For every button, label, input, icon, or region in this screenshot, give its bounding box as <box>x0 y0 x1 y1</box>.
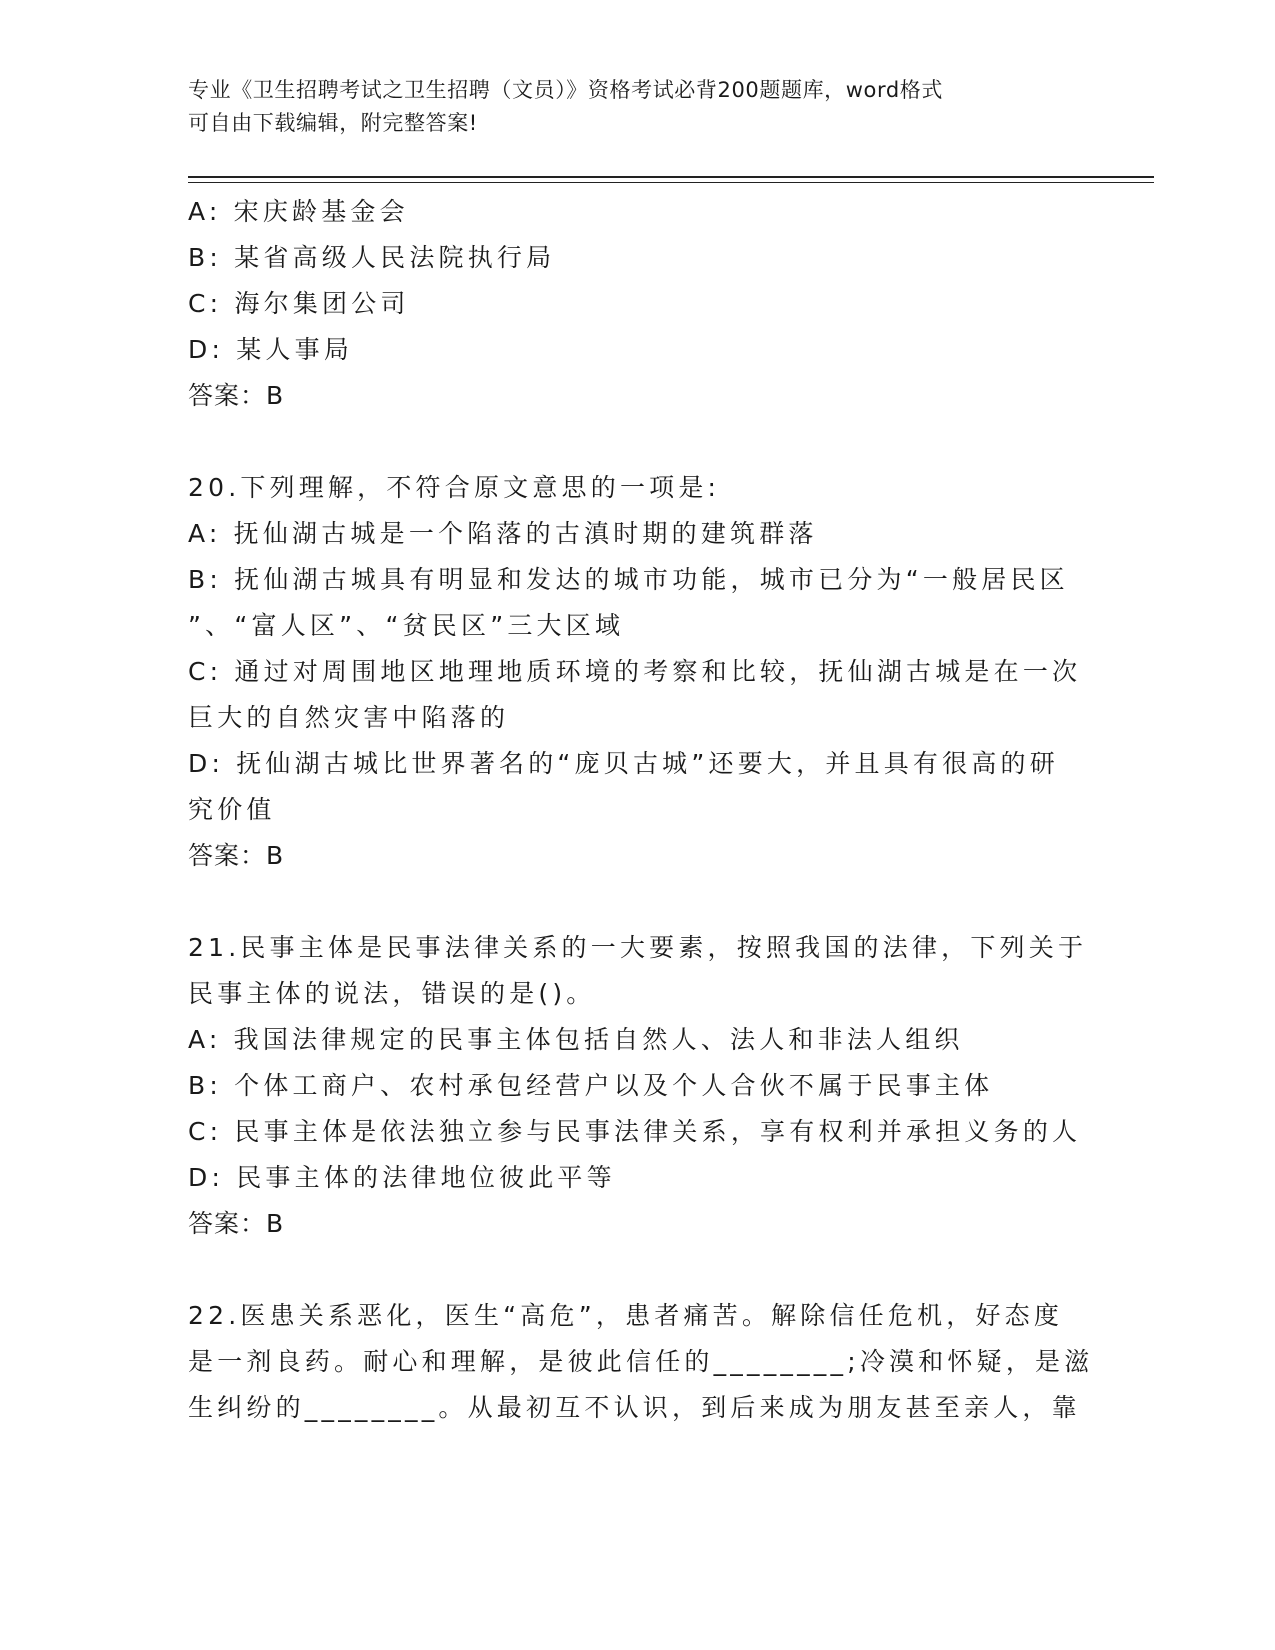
option-c: C: 通过对周围地区地理地质环境的考察和比较，抚仙湖古城是在一次 <box>188 657 1082 686</box>
option-d: D: 某人事局 <box>188 335 354 364</box>
question-stem-continued: 民事主体的说法，错误的是()。 <box>188 979 596 1008</box>
option-a: A: 我国法律规定的民事主体包括自然人、法人和非法人组织 <box>188 1025 964 1054</box>
spacer <box>188 419 1078 465</box>
question-stem-continued: 生纠纷的________。从最初互不认识，到后来成为朋友甚至亲人，靠 <box>188 1393 1081 1422</box>
option-c: C: 海尔集团公司 <box>188 289 410 318</box>
header-line-2: 可自由下载编辑，附完整答案! <box>188 111 478 135</box>
question-stem: 22.医患关系恶化，医生“高危”，患者痛苦。解除信任危机，好态度 <box>188 1301 1064 1330</box>
option-d: D: 民事主体的法律地位彼此平等 <box>188 1163 616 1192</box>
answer-line: 答案：B <box>188 841 285 870</box>
option-d-continued: 究价值 <box>188 795 276 824</box>
question-22-block <box>188 1293 1094 1431</box>
option-d: D: 抚仙湖古城比世界著名的“庞贝古城”还要大，并且具有很高的研 <box>188 749 1059 778</box>
option-b: B: 个体工商户、农村承包经营户以及个人合伙不属于民事主体 <box>188 1071 994 1100</box>
question-19-block <box>188 189 1078 419</box>
answer-line: 答案：B <box>188 1209 285 1238</box>
question-21-block <box>188 925 1088 1247</box>
option-a: A: 宋庆龄基金会 <box>188 197 409 226</box>
header-divider-thin <box>188 182 1154 183</box>
question-stem-continued: 是一剂良药。耐心和理解，是彼此信任的________;冷漠和怀疑，是滋 <box>188 1347 1094 1376</box>
option-b: B: 抚仙湖古城具有明显和发达的城市功能，城市已分为“一般居民区 <box>188 565 1069 594</box>
question-stem: 20.下列理解，不符合原文意思的一项是: <box>188 473 721 502</box>
option-b: B: 某省高级人民法院执行局 <box>188 243 556 272</box>
question-content <box>188 189 1094 1431</box>
option-c-continued: 巨大的自然灾害中陷落的 <box>188 703 510 732</box>
question-20-block <box>188 465 1082 879</box>
answer-line: 答案：B <box>188 381 285 410</box>
spacer <box>188 1247 1078 1293</box>
header-line-1: 专业《卫生招聘考试之卫生招聘（文员）》资格考试必背200题题库，word格式 <box>188 78 943 102</box>
question-stem: 21.民事主体是民事法律关系的一大要素，按照我国的法律，下列关于 <box>188 933 1088 962</box>
option-b-continued: ”、“富人区”、“贫民区”三大区域 <box>188 611 625 640</box>
document-header <box>188 74 1068 140</box>
header-divider-thick <box>188 176 1154 178</box>
spacer <box>188 879 1078 925</box>
option-a: A: 抚仙湖古城是一个陷落的古滇时期的建筑群落 <box>188 519 818 548</box>
option-c: C: 民事主体是依法独立参与民事法律关系，享有权利并承担义务的人 <box>188 1117 1082 1146</box>
